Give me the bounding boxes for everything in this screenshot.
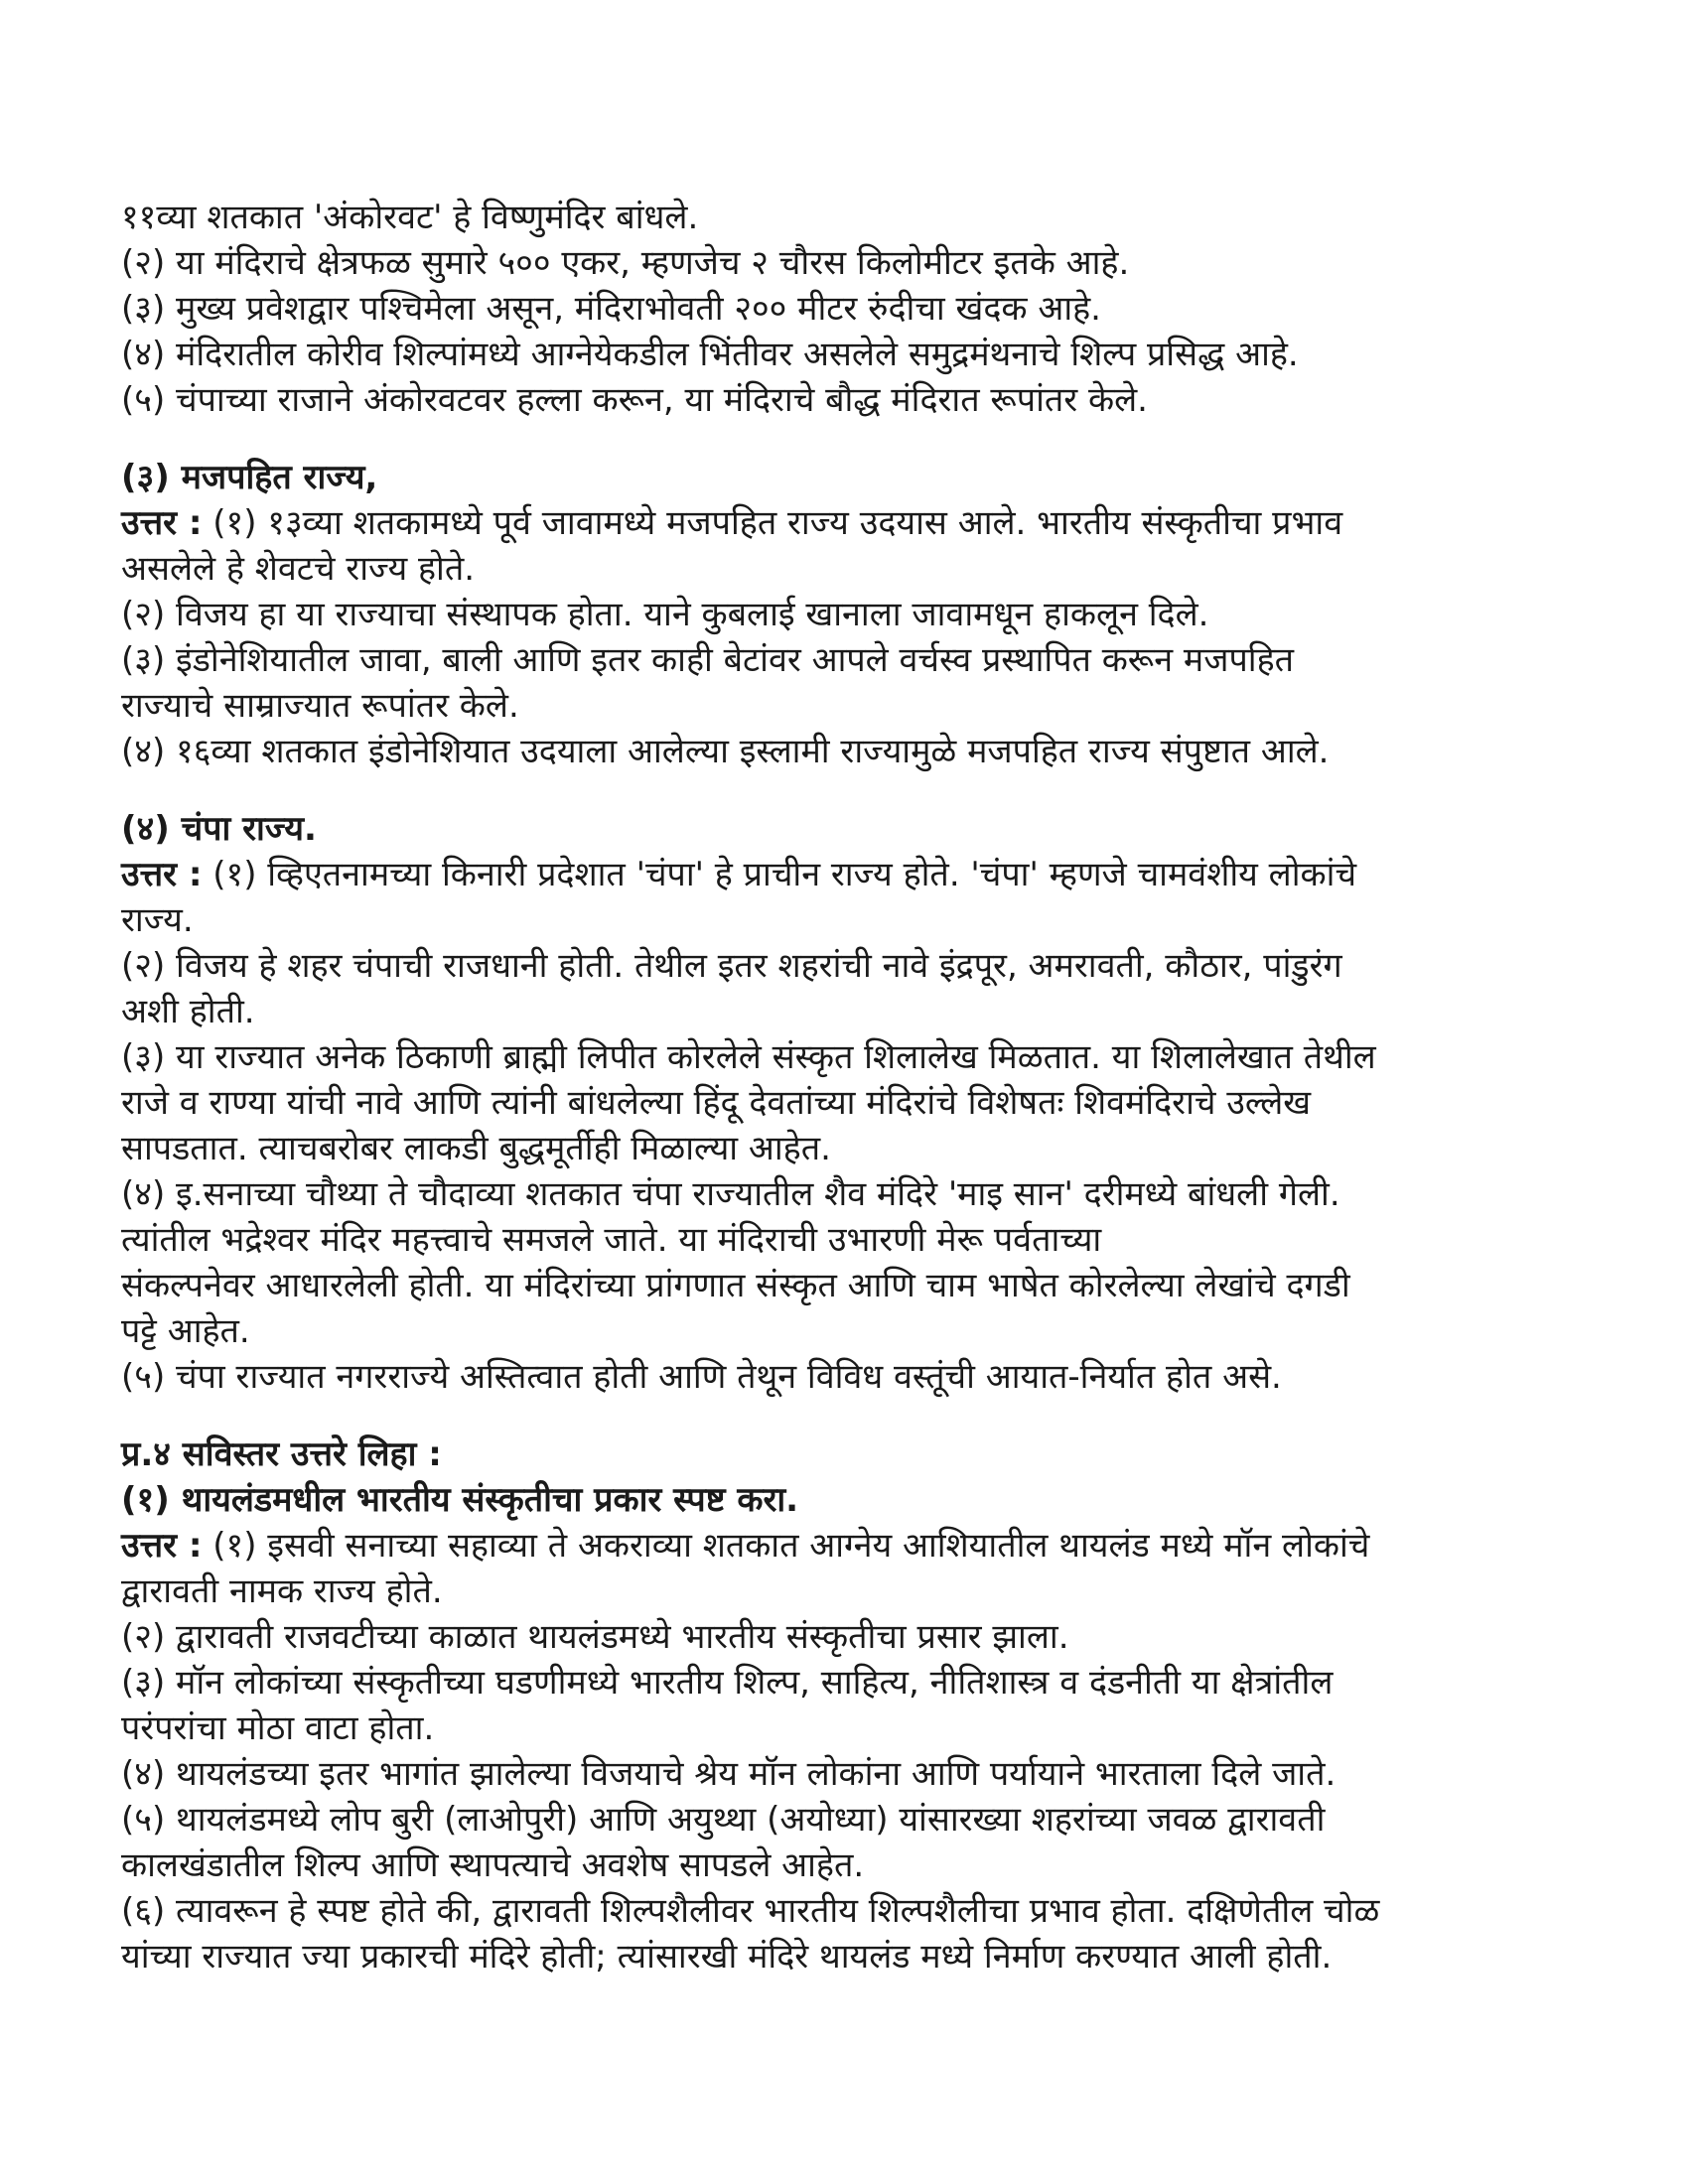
text-line: (५) चंपा राज्यात नगरराज्ये अस्तित्वात होती आणि तेथून विविध वस्तूंची आयात-निर्यात होत असे. — [121, 1357, 1282, 1397]
text-line: (४) थायलंडच्या इतर भागांत झालेल्या विजयाचे श्रेय मॉन लोकांना आणि पर्यायाने भारताला दिले जाते. — [121, 1754, 1336, 1794]
text-line: (२) विजय हे शहर चंपाची राजधानी होती. तेथील इतर शहरांची नावे इंद्रपूर, अमरावती, कौठार, पांडुरंग — [121, 946, 1342, 986]
text-line: (२) या मंदिराचे क्षेत्रफळ सुमारे ५०० एकर, म्हणजेच २ चौरस किलोमीटर इतके आहे. — [121, 243, 1130, 283]
text-line: सापडतात. त्याचबरोबर लाकडी बुद्धमूर्तीही मिळाल्या आहेत. — [121, 1129, 831, 1168]
text-line: (३) मुख्य प्रवेशद्वार पश्चिमेला असून, मंदिराभोवती २०० मीटर रुंदीचा खंदक आहे. — [121, 289, 1101, 329]
text-line: (३) इंडोनेशियातील जावा, बाली आणि इतर काही बेटांवर आपले वर्चस्व प्रस्थापित करून मजपहित — [121, 640, 1295, 680]
text-line: द्वारावती नामक राज्य होते. — [121, 1571, 443, 1611]
answer-label: उत्तर : — [121, 1526, 203, 1566]
text-line: राज्य. — [121, 900, 194, 940]
text-line: पट्टे आहेत. — [121, 1311, 250, 1351]
text-line: संकल्पनेवर आधारलेली होती. या मंदिरांच्या प्रांगणात संस्कृत आणि चाम भाषेत कोरलेल्या लेखांचे दगडी — [121, 1266, 1350, 1305]
text-line: (५) थायलंडमध्ये लोप बुरी (लाओपुरी) आणि अयुथ्था (अयोध्या) यांसारख्या शहरांच्या जवळ द्वारावती — [121, 1800, 1326, 1840]
text-line: राज्याचे साम्राज्यात रूपांतर केले. — [121, 686, 519, 726]
section-heading: (४) चंपा राज्य. — [121, 809, 317, 849]
text-line: कालखंडातील शिल्प आणि स्थापत्याचे अवशेष सापडले आहेत. — [121, 1845, 865, 1885]
text-line: (२) द्वारावती राजवटीच्या काळात थायलंडमध्ये भारतीय संस्कृतीचा प्रसार झाला. — [121, 1617, 1069, 1657]
text-line: (६) त्यावरून हे स्पष्ट होते की, द्वारावती शिल्पशैलीवर भारतीय शिल्पशैलीचा प्रभाव होता. दक्षिणेतील चोळ — [121, 1891, 1380, 1931]
question-subheading: (१) थायलंडमधील भारतीय संस्कृतीचा प्रकार स्पष्ट करा. — [121, 1480, 799, 1520]
intro-block — [121, 195, 1551, 423]
text-line — [121, 500, 1551, 546]
text-line: (४) इ.सनाच्या चौथ्या ते चौदाव्या शतकात चंपा राज्यातील शैव मंदिरे 'माइ सान' दरीमध्ये बांधली गेली. — [121, 1174, 1340, 1214]
answer-text: (१) इसवी सनाच्या सहाव्या ते अकराव्या शतकात आग्नेय आशियातील थायलंड मध्ये मॉन लोकांचे — [202, 1526, 1370, 1566]
text-line — [121, 1523, 1551, 1569]
section-champa — [121, 806, 1551, 1400]
cut-off-line — [121, 1979, 1551, 1993]
text-line: त्यांतील भद्रेश्वर मंदिर महत्त्वाचे समजले जाते. या मंदिराची उभारणी मेरू पर्वताच्या — [121, 1220, 1102, 1260]
text-line: यांच्या राज्यात ज्या प्रकारची मंदिरे होती; त्यांसारखी मंदिरे थायलंड मध्ये निर्माण करण्यात आली होती. — [121, 1937, 1333, 1977]
text-line: (५) चंपाच्या राजाने अंकोरवटवर हल्ला करून, या मंदिराचे बौद्ध मंदिरात रूपांतर केले. — [121, 380, 1148, 420]
answer-text: (१) व्हिएतनामच्या किनारी प्रदेशात 'चंपा' हे प्राचीन राज्य होते. 'चंपा' म्हणजे चामवंशीय लोकांचे — [202, 855, 1357, 894]
question-4 — [121, 1432, 1551, 1979]
question-heading: प्र.४ सविस्तर उत्तरे लिहा : — [121, 1434, 442, 1474]
text-line: (२) विजय हा या राज्याचा संस्थापक होता. याने कुबलाई खानाला जावामधून हाकलून दिले. — [121, 595, 1209, 634]
text-line: (४) मंदिरातील कोरीव शिल्पांमध्ये आग्नेयेकडील भिंतीवर असलेले समुद्रमंथनाचे शिल्प प्रसिद्ध आहे. — [121, 335, 1299, 374]
document-page — [121, 195, 1551, 1993]
text-line: राजे व राण्या यांची नावे आणि त्यांनी बांधलेल्या हिंदू देवतांच्या मंदिरांचे विशेषतः शिवमंदिराचे उल्लेख — [121, 1083, 1312, 1123]
section-heading: (३) मजपहित राज्य, — [121, 458, 378, 497]
answer-label: उत्तर : — [121, 855, 203, 894]
text-line: अशी होती. — [121, 992, 255, 1031]
text-line: परंपरांचा मोठा वाटा होता. — [121, 1708, 435, 1748]
text-line: (३) या राज्यात अनेक ठिकाणी ब्राह्मी लिपीत कोरलेले संस्कृत शिलालेख मिळतात. या शिलालेखात तेथील — [121, 1037, 1376, 1077]
text-line: ११व्या शतकात 'अंकोरवट' हे विष्णुमंदिर बांधले. — [121, 198, 699, 237]
text-line: असलेले हे शेवटचे राज्य होते. — [121, 549, 476, 589]
section-majapahit — [121, 455, 1551, 774]
text-line: (४) १६व्या शतकात इंडोनेशियात उदयाला आलेल्या इस्लामी राज्यामुळे मजपहित राज्य संपुष्टात आले. — [121, 732, 1330, 771]
answer-label: उत्तर : — [121, 503, 203, 543]
text-line — [121, 852, 1551, 897]
text-line: (३) मॉन लोकांच्या संस्कृतीच्या घडणीमध्ये भारतीय शिल्प, साहित्य, नीतिशास्त्र व दंडनीती या क्षेत्रांतील — [121, 1663, 1334, 1703]
answer-text: (१) १३व्या शतकामध्ये पूर्व जावामध्ये मजपहित राज्य उदयास आले. भारतीय संस्कृतीचा प्रभाव — [202, 503, 1343, 543]
